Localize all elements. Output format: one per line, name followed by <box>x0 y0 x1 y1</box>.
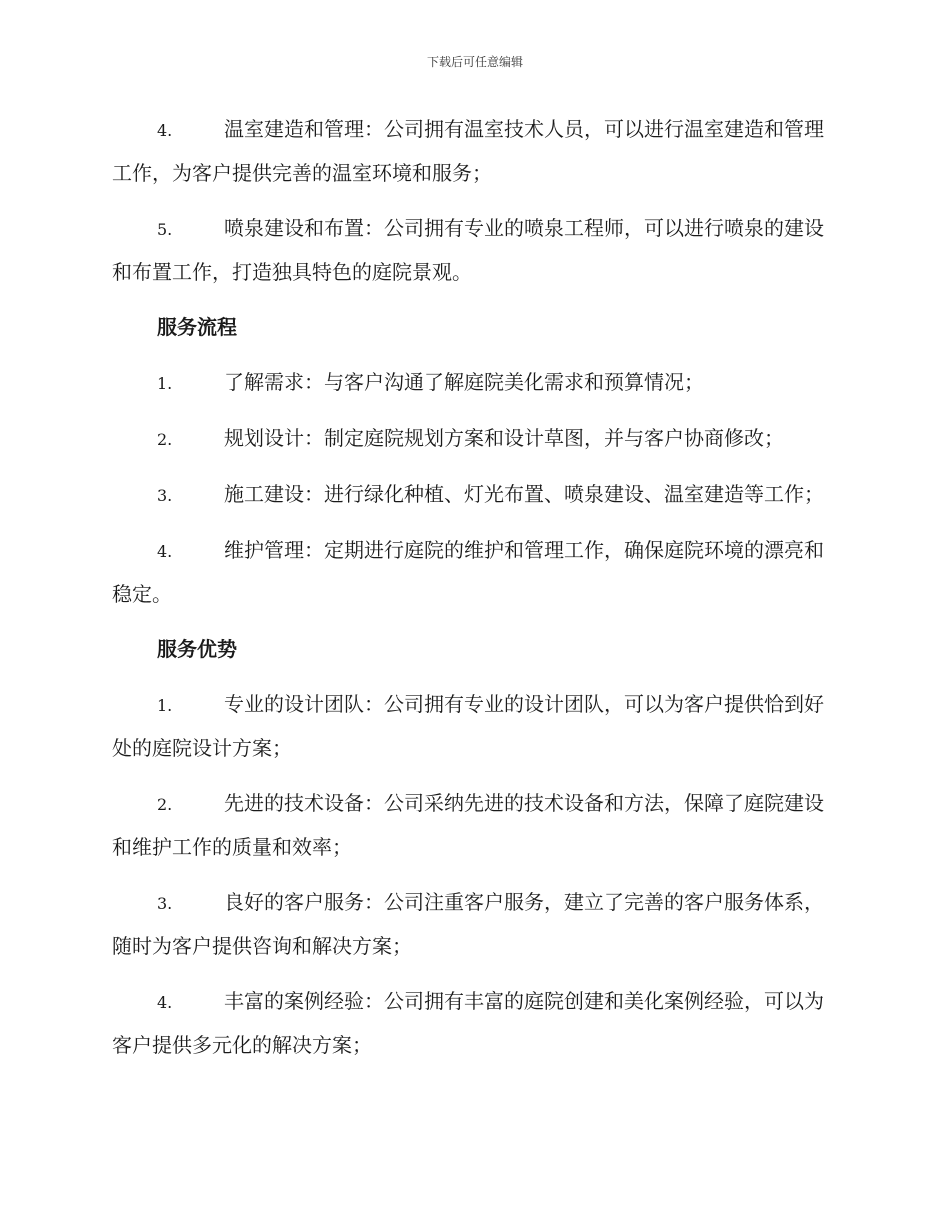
list-item <box>112 881 836 968</box>
list-item <box>112 207 836 294</box>
list-number: 2. <box>157 795 173 814</box>
list-number: 1. <box>157 374 173 393</box>
list-number: 5. <box>157 220 173 239</box>
list-text: 丰富的案例经验：公司拥有丰富的庭院创建和美化案例经验，可以为客户提供多元化的解决方案； <box>112 989 824 1057</box>
list-item <box>112 683 836 770</box>
document-body <box>112 108 836 1079</box>
list-item <box>112 108 836 195</box>
list-text: 了解需求：与客户沟通了解庭院美化需求和预算情况； <box>224 370 704 394</box>
list-item <box>112 529 836 616</box>
list-number: 4. <box>157 121 173 140</box>
list-number: 4. <box>157 542 173 561</box>
list-number: 3. <box>157 486 173 505</box>
list-number: 1. <box>157 696 173 715</box>
list-text: 喷泉建设和布置：公司拥有专业的喷泉工程师，可以进行喷泉的建设和布置工作，打造独具特色的庭院景观。 <box>112 216 824 284</box>
list-item <box>112 980 836 1067</box>
list-number: 4. <box>157 993 173 1012</box>
list-number: 3. <box>157 894 173 913</box>
list-item <box>112 417 836 461</box>
section-heading-process: 服务流程 <box>157 315 237 339</box>
list-text: 温室建造和管理：公司拥有温室技术人员，可以进行温室建造和管理工作，为客户提供完善的温室环境和服务； <box>112 117 824 185</box>
list-text: 规划设计：制定庭院规划方案和设计草图，并与客户协商修改； <box>224 426 784 450</box>
list-text: 维护管理：定期进行庭院的维护和管理工作，确保庭院环境的漂亮和稳定。 <box>112 538 824 606</box>
section-heading-advantages: 服务优势 <box>157 637 237 661</box>
list-text: 专业的设计团队：公司拥有专业的设计团队，可以为客户提供恰到好处的庭院设计方案； <box>112 692 824 760</box>
list-text: 施工建设：进行绿化种植、灯光布置、喷泉建设、温室建造等工作； <box>224 482 824 506</box>
list-item <box>112 473 836 517</box>
page-header-note: 下载后可任意编辑 <box>426 55 523 69</box>
list-text: 良好的客户服务：公司注重客户服务，建立了完善的客户服务体系，随时为客户提供咨询和解决方案； <box>112 890 824 958</box>
list-number: 2. <box>157 430 173 449</box>
list-text: 先进的技术设备：公司采纳先进的技术设备和方法，保障了庭院建设和维护工作的质量和效率； <box>112 791 824 859</box>
list-item <box>112 782 836 869</box>
list-item <box>112 361 836 405</box>
